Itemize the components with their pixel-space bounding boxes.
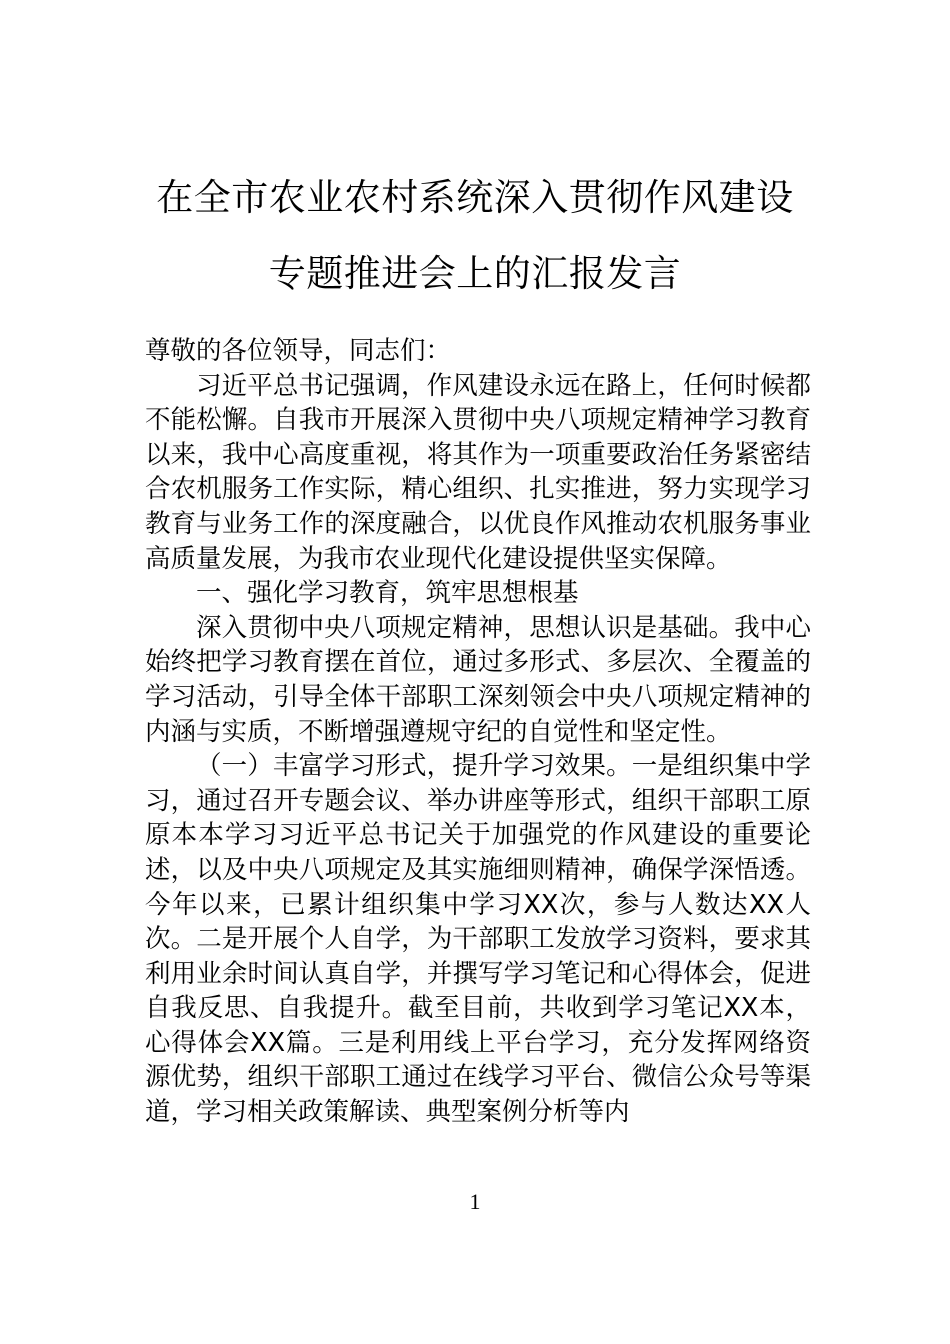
section-one-intro: 深入贯彻中央八项规定精神，思想认识是基础。我中心始终把学习教育摆在首位，通过多形式、多层次、全覆盖的学习活动，引导全体干部职工深刻领会中央八项规定精神的内涵与实质，不断增强遵规守纪的自觉性和坚定性。 xyxy=(145,612,811,747)
intro-paragraph: 习近平总书记强调，作风建设永远在路上，任何时候都不能松懈。自我市开展深入贯彻中央八项规定精神学习教育以来，我中心高度重视，将其作为一项重要政治任务紧密结合农机服务工作实际，精心组织、扎实推进，努力实现学习教育与业务工作的深度融合，以优良作风推动农机服务事业高质量发展，为我市农业现代化建设提供坚实保障。 xyxy=(145,370,811,574)
section-heading-one: 一、强化学习教育，筑牢思想根基 xyxy=(196,578,579,609)
page-number: 1 xyxy=(469,1189,481,1214)
salutation: 尊敬的各位领导，同志们： xyxy=(145,336,452,366)
document-title: 在全市农业农村系统深入贯彻作风建设专题推进会上的汇报发言 xyxy=(156,176,794,295)
document-body xyxy=(145,334,811,1130)
subsection-one-paragraph: （一）丰富学习形式，提升学习效果。一是组织集中学习，通过召开专题会议、举办讲座等形式，组织干部职工原原本本学习习近平总书记关于加强党的作风建设的重要论述，以及中央八项规定及其实施细则精神，确保学深悟透。今年以来，已累计组织集中学习XX次，参与人数达XX人次。二是开展个人自学，为干部职工发放学习资料，要求其利用业余时间认真自学，并撰写学习笔记和心得体会，促进自我反思、自我提升。截至目前，共收到学习笔记XX本，心得体会XX篇。三是利用线上平台学习，充分发挥网络资源优势，组织干部职工通过在线学习平台、微信公众号等渠道，学习相关政策解读、典型案例分析等内 xyxy=(145,751,811,1128)
